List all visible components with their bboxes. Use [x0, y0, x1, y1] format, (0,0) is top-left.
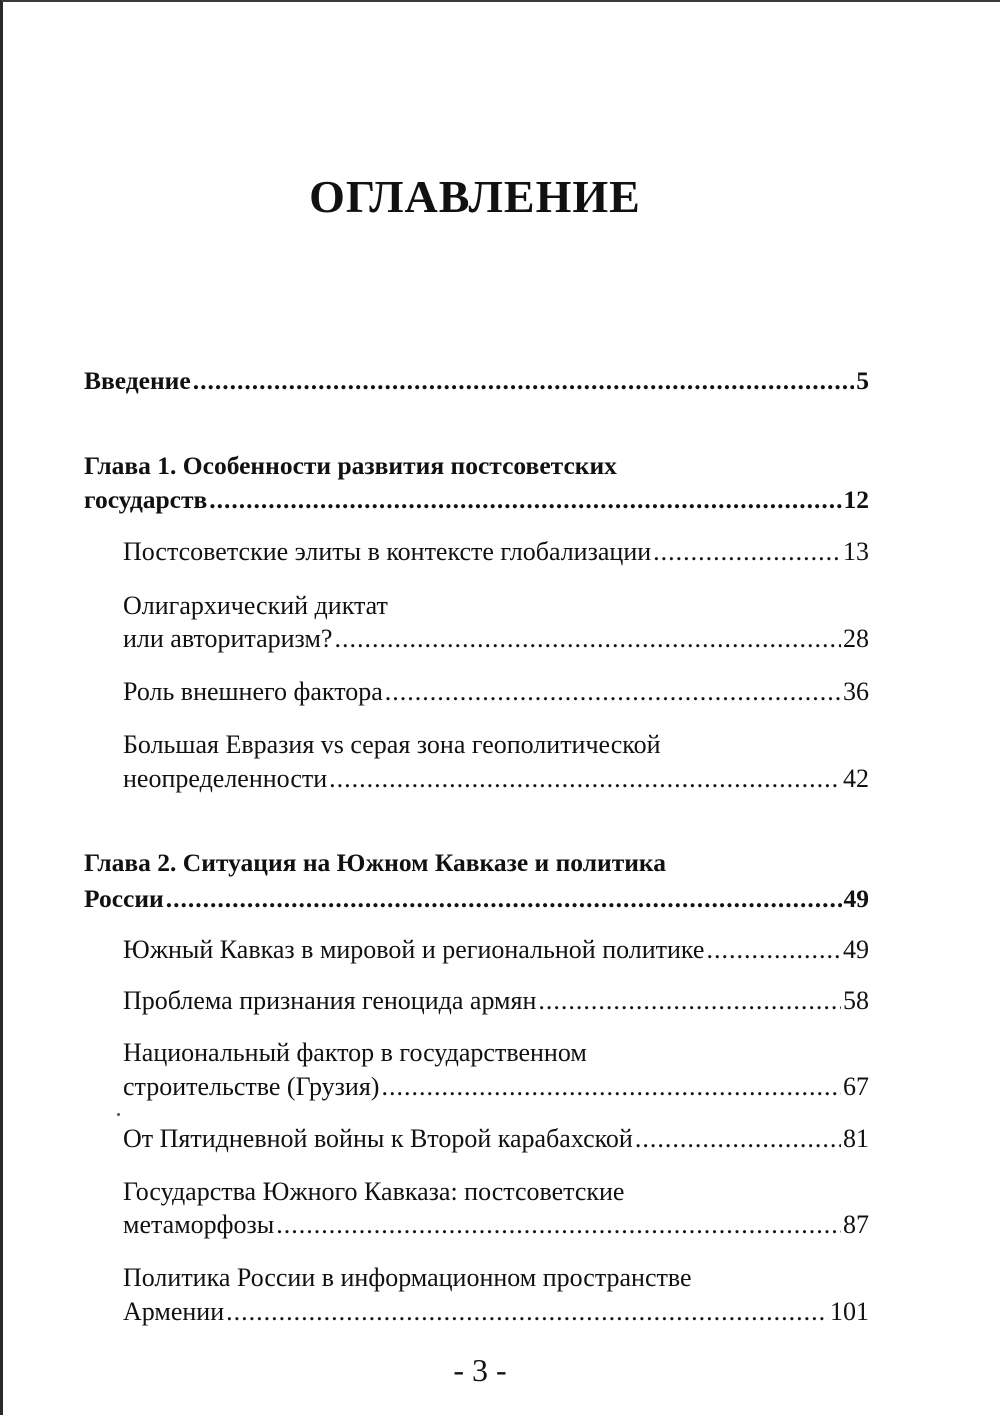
toc-entry-text: Роль внешнего фактора: [123, 677, 383, 706]
toc-entry-postsoviet-elites[interactable]: [123, 537, 869, 569]
toc-entry-states-metamorphoses[interactable]: [123, 1210, 869, 1242]
toc-page-number: 49: [843, 935, 869, 964]
toc-chapter-2-title-line1[interactable]: Глава 2. Ситуация на Южном Кавказе и политика: [84, 848, 666, 877]
toc-entry-text: Армении: [123, 1297, 225, 1326]
dot-leader: [329, 764, 841, 794]
dot-leader: [193, 366, 855, 396]
page-title: ОГЛАВЛЕНИЕ: [309, 171, 641, 222]
toc-page-number: 49: [843, 884, 869, 913]
print-speck: [117, 1113, 120, 1116]
toc-entry-oligarchic-diktat[interactable]: [123, 624, 869, 656]
dot-leader: [538, 986, 841, 1016]
dot-leader: [381, 1072, 841, 1102]
toc-page-number: 5: [856, 366, 869, 395]
toc-entry-text: Проблема признания геноцида армян: [123, 986, 537, 1015]
toc-entry-five-day-war[interactable]: [123, 1124, 869, 1156]
toc-entry-text: От Пятидневной войны к Второй карабахской: [123, 1124, 633, 1153]
toc-page-number: 67: [843, 1072, 869, 1101]
toc-section-greater-eurasia-line1[interactable]: Большая Евразия vs серая зона геополитической: [123, 730, 661, 759]
toc-page-number: 28: [843, 624, 869, 653]
toc-page-number: 42: [843, 764, 869, 793]
toc-entry-introduction[interactable]: [84, 366, 869, 398]
toc-page-number: 13: [843, 537, 869, 566]
dot-leader: [276, 1210, 841, 1240]
toc-entry-chapter-2[interactable]: [84, 884, 869, 916]
toc-entry-south-caucasus-politics[interactable]: [123, 935, 869, 967]
toc-section-russia-info-space-line1[interactable]: Политика России в информационном пространстве: [123, 1263, 692, 1292]
dot-leader: [653, 537, 841, 567]
toc-entry-text: метаморфозы: [123, 1210, 275, 1239]
toc-entry-text: Постсоветские элиты в контексте глобализации: [123, 537, 652, 566]
toc-entry-russia-info-space[interactable]: [123, 1297, 869, 1329]
toc-page-number: 81: [843, 1124, 869, 1153]
toc-entry-text: неопределенности: [123, 764, 328, 793]
toc-entry-text: Введение: [84, 366, 191, 395]
toc-section-states-metamorphoses-line1[interactable]: Государства Южного Кавказа: постсоветские: [123, 1177, 625, 1206]
page-number: - 3 -: [453, 1352, 507, 1388]
toc-chapter-1-title-line1[interactable]: Глава 1. Особенности развития постсоветских: [84, 451, 617, 480]
dot-leader: [385, 677, 841, 707]
toc-section-national-factor-line1[interactable]: Национальный фактор в государственном: [123, 1038, 587, 1067]
toc-entry-text: государств: [84, 485, 208, 514]
toc-entry-text: или авторитаризм?: [123, 624, 333, 653]
toc-entry-text: России: [84, 884, 164, 913]
dot-leader: [209, 485, 841, 515]
toc-page-number: 36: [843, 677, 869, 706]
toc-entry-chapter-1[interactable]: [84, 485, 869, 517]
toc-entry-external-factor[interactable]: [123, 677, 869, 709]
dot-leader: [706, 935, 841, 965]
toc-entry-text: строительстве (Грузия): [123, 1072, 380, 1101]
dot-leader: [334, 624, 841, 654]
toc-entry-text: Южный Кавказ в мировой и региональной политике: [123, 935, 705, 964]
toc-page-number: 58: [843, 986, 869, 1015]
toc-section-oligarchic-line1[interactable]: Олигархический диктат: [123, 591, 388, 620]
toc-page-number: 87: [843, 1210, 869, 1239]
toc-entry-genocide-recognition[interactable]: [123, 986, 869, 1018]
toc-page-number: 101: [830, 1297, 869, 1326]
dot-leader: [226, 1297, 828, 1327]
dot-leader: [635, 1124, 841, 1154]
toc-entry-national-factor[interactable]: [123, 1072, 869, 1104]
dot-leader: [166, 884, 842, 914]
toc-page-number: 12: [843, 485, 869, 514]
toc-entry-greater-eurasia[interactable]: [123, 764, 869, 796]
